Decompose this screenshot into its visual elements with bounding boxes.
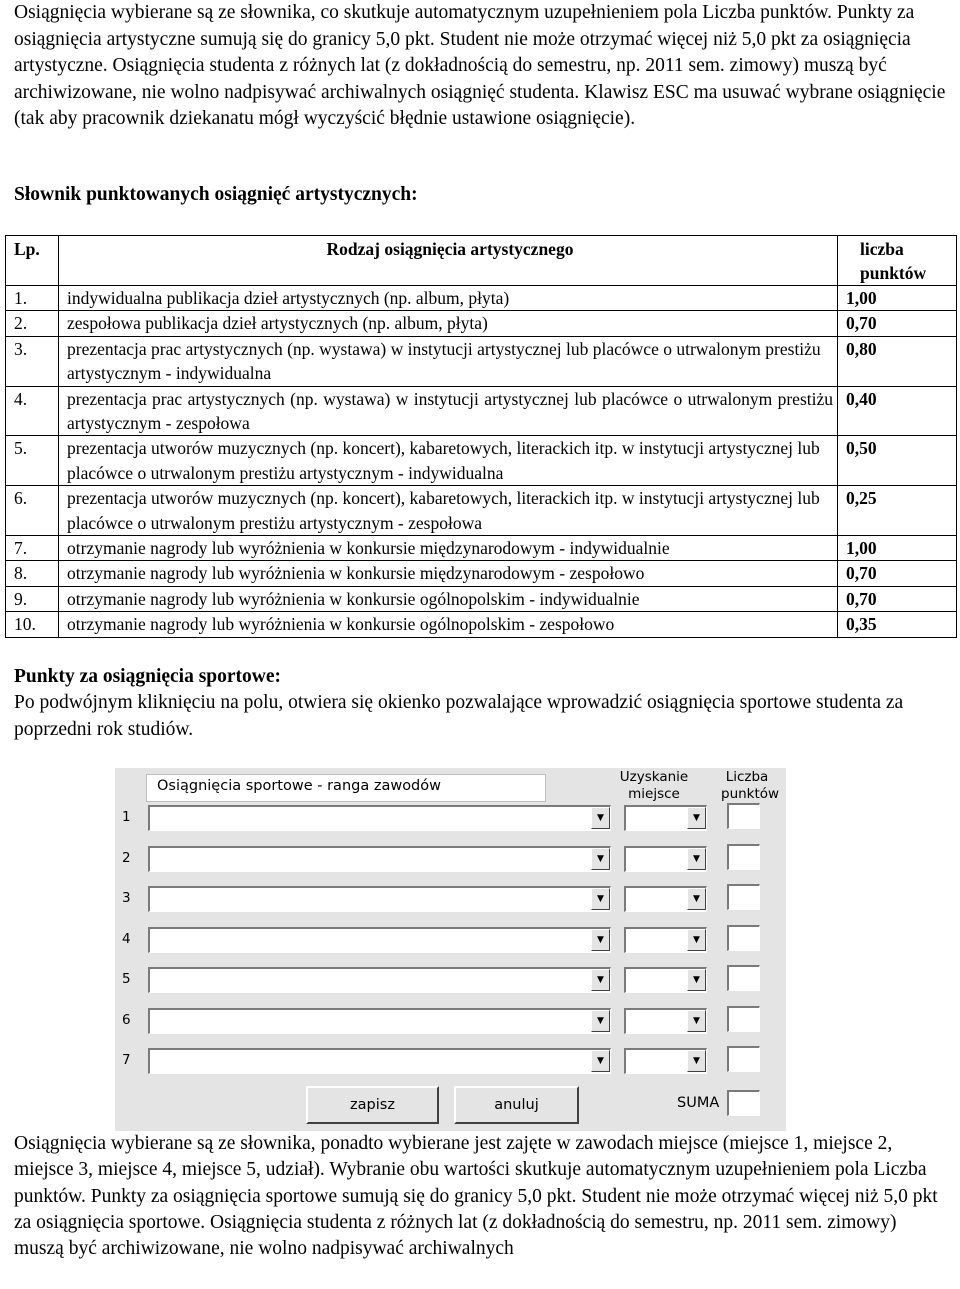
points-field: [727, 1046, 760, 1072]
column-header-lp: Lp.: [6, 236, 59, 286]
column-header-name: Rodzaj osiągnięcia artystycznego: [59, 236, 838, 286]
place-select[interactable]: [624, 1008, 707, 1034]
table-body: [6, 286, 957, 638]
row-lp: 5.: [6, 436, 59, 486]
sport-achievements-form: [115, 768, 786, 1131]
intro-section: [14, 0, 949, 133]
row-points: 1,00: [838, 536, 957, 561]
row-lp: 8.: [6, 561, 59, 586]
table-row: [6, 612, 957, 637]
form-row-number: 1: [122, 809, 131, 825]
dropdown-arrow-icon[interactable]: ▼: [687, 1010, 706, 1032]
points-field: [727, 844, 760, 870]
form-row-number: 4: [122, 930, 131, 947]
dropdown-arrow-icon[interactable]: ▼: [591, 1010, 610, 1032]
dropdown-arrow-icon[interactable]: ▼: [591, 848, 610, 870]
table-row: [6, 486, 957, 536]
table-row: [6, 561, 957, 586]
row-points: 0,40: [838, 386, 957, 436]
row-achievement-name: indywidualna publikacja dzieł artystycznych (np. album, płyta): [59, 286, 838, 311]
table-row: [6, 436, 957, 486]
competition-rank-select[interactable]: [148, 1048, 611, 1074]
competition-rank-select[interactable]: [148, 927, 611, 953]
row-points: 0,70: [838, 311, 957, 336]
competition-rank-select[interactable]: [148, 886, 611, 912]
row-points: 0,35: [838, 612, 957, 637]
outro-text: Osiągnięcia wybierane są ze słownika, ponadto wybierane jest zajęte w zawodach miejsce (miejsce 1, miejsce 2, miejsce 3, miejsce 4, miejsce 5, udział). Wybranie obu wartości skutkuje automatycznym uzupełnieniem pola Liczba punktów. Punkty za osiągnięcia sportowe sumują się do granicy 5,0 pkt. Student nie może otrzymać więcej niż 5,0 pkt za osiągnięcia sportowe. Osiągnięcia studenta z różnych lat (z dokładnością do semestru, np. 2011 sem. zimowy) muszą być archiwizowane, nie wolno nadpisywać archiwalnych: [14, 1133, 938, 1260]
table-row: [6, 311, 957, 336]
row-achievement-name: otrzymanie nagrody lub wyróżnienia w konkursie ogólnopolskim - zespołowo: [59, 612, 838, 637]
competition-rank-select[interactable]: [148, 805, 611, 831]
intro-paragraph: [14, 0, 949, 133]
artistic-achievements-table: [5, 235, 957, 638]
save-button[interactable]: zapisz: [306, 1086, 439, 1124]
dropdown-arrow-icon[interactable]: ▼: [591, 969, 610, 991]
row-lp: 1.: [6, 286, 59, 311]
row-lp: 10.: [6, 612, 59, 637]
table-row: [6, 586, 957, 611]
table-row: [6, 536, 957, 561]
row-lp: 7.: [6, 536, 59, 561]
row-achievement-name: otrzymanie nagrody lub wyróżnienia w konkursie ogólnopolskim - indywidualnie: [59, 586, 838, 611]
row-lp: 3.: [6, 336, 59, 386]
dropdown-arrow-icon[interactable]: ▼: [687, 929, 706, 951]
cancel-button[interactable]: anuluj: [454, 1086, 579, 1124]
place-select[interactable]: [624, 1048, 707, 1074]
row-points: 0,25: [838, 486, 957, 536]
row-achievement-name: zespołowa publikacja dzieł artystycznych (np. album, płyta): [59, 311, 838, 336]
column-header-place: Uzyskanie miejsce: [619, 769, 689, 802]
row-points: 0,50: [838, 436, 957, 486]
row-points: 0,70: [838, 586, 957, 611]
place-select[interactable]: [624, 805, 707, 831]
row-points: 0,70: [838, 561, 957, 586]
row-lp: 2.: [6, 311, 59, 336]
intro-esc-note: Klawisz ESC ma usuwać wybrane osiągnięcie (tak aby pracownik dziekanatu mógł wyczyścić błędnie ustawione osiągnięcie).: [14, 81, 946, 130]
points-field: [727, 1006, 760, 1032]
intro-text: Osiągnięcia wybierane są ze słownika, co skutkuje automatycznym uzupełnieniem pola Liczba punktów. Punkty za osiągnięcia artystyczne sumują się do granicy 5,0 pkt. Student nie może otrzymać więcej niż 5,0 pkt za osiągnięcia artystyczne. Osiągnięcia studenta z różnych lat (z dokładnością do semestru, np. 2011 sem. zimowy) muszą być archiwizowane, nie wolno nadpisywać archiwalnych osiągnięć studenta.: [14, 2, 915, 103]
row-points: 1,00: [838, 286, 957, 311]
points-field: [727, 965, 760, 991]
form-row-number: 5: [122, 971, 131, 987]
dropdown-arrow-icon[interactable]: ▼: [687, 807, 706, 829]
form-row-number: 6: [122, 1011, 131, 1028]
dropdown-arrow-icon[interactable]: ▼: [591, 807, 610, 829]
sum-field: [727, 1090, 760, 1116]
table-header-row: [6, 236, 957, 286]
competition-rank-select[interactable]: [148, 1008, 611, 1034]
column-header-points: liczba punktów: [838, 236, 957, 286]
form-row-number: 2: [122, 849, 131, 866]
points-field: [727, 803, 760, 829]
row-achievement-name: prezentacja utworów muzycznych (np. koncert), kabaretowych, literackich itp. w instytucji artystycznej lub placówce o utrwalonym prestiżu artystycznym - indywidualna: [59, 436, 838, 486]
row-lp: 4.: [6, 386, 59, 436]
row-points: 0,80: [838, 336, 957, 386]
dropdown-arrow-icon[interactable]: ▼: [591, 1050, 610, 1072]
row-achievement-name: otrzymanie nagrody lub wyróżnienia w konkursie międzynarodowym - indywidualnie: [59, 536, 838, 561]
dictionary-heading: Słownik punktowanych osiągnięć artystycznych:: [14, 184, 418, 205]
row-achievement-name: otrzymanie nagrody lub wyróżnienia w konkursie międzynarodowym - zespołowo: [59, 561, 838, 586]
place-select[interactable]: [624, 886, 707, 912]
place-select[interactable]: [624, 967, 707, 993]
sum-label: SUMA: [677, 1095, 720, 1111]
place-select[interactable]: [624, 846, 707, 872]
table-row: [6, 336, 957, 386]
form-row-number: 7: [122, 1052, 131, 1068]
column-header-form-points: Liczba punktów: [721, 769, 780, 802]
dropdown-arrow-icon[interactable]: ▼: [687, 1050, 706, 1072]
table-row: [6, 386, 957, 436]
row-achievement-name: prezentacja prac artystycznych (np. wystawa) w instytucji artystycznej lub placówce o utrwalonym prestiżu artystycznym - zespołowa: [59, 386, 838, 436]
points-field: [727, 925, 760, 951]
dropdown-arrow-icon[interactable]: ▼: [591, 929, 610, 951]
sport-description: Po podwójnym kliknięciu na polu, otwiera się okienko pozwalające wprowadzić osiągnięcia sportowe studenta za poprzedni rok studiów.: [14, 692, 904, 740]
dropdown-arrow-icon[interactable]: ▼: [687, 969, 706, 991]
row-lp: 9.: [6, 586, 59, 611]
row-achievement-name: prezentacja utworów muzycznych (np. koncert), kabaretowych, literackich itp. w instytucji artystycznej lub placówce o utrwalonym prestiżu artystycznym - zespołowa: [59, 486, 838, 536]
competition-rank-select[interactable]: [148, 967, 611, 993]
form-row-number: 3: [122, 890, 131, 906]
points-field: [727, 884, 760, 910]
dropdown-arrow-icon[interactable]: ▼: [687, 848, 706, 870]
row-lp: 6.: [6, 486, 59, 536]
row-achievement-name: prezentacja prac artystycznych (np. wystawa) w instytucji artystycznej lub placówce o utrwalonym prestiżu artystycznym - indywidualna: [59, 336, 838, 386]
sport-heading: Punkty za osiągnięcia sportowe:: [14, 666, 282, 687]
place-select[interactable]: [624, 927, 707, 953]
dropdown-arrow-icon[interactable]: ▼: [591, 888, 610, 910]
dropdown-arrow-icon[interactable]: ▼: [687, 888, 706, 910]
table-row: [6, 286, 957, 311]
competition-rank-select[interactable]: [148, 846, 611, 872]
form-title: Osiągnięcia sportowe - ranga zawodów: [146, 774, 546, 802]
